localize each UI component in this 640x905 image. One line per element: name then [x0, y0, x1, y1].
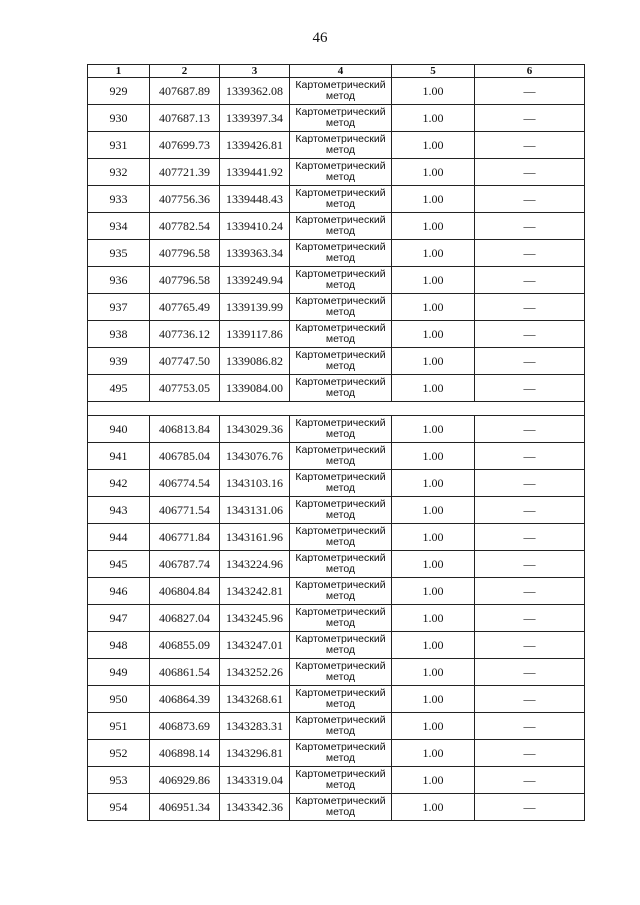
dash-cell: —: [475, 78, 585, 105]
dash-cell: —: [475, 443, 585, 470]
accuracy-cell: 1.00: [392, 551, 475, 578]
table-row: [88, 551, 585, 578]
accuracy-cell: 1.00: [392, 659, 475, 686]
dash-cell: —: [475, 686, 585, 713]
point-number-cell: 945: [88, 551, 150, 578]
x-coordinate-cell: 407747.50: [150, 348, 220, 375]
accuracy-cell: 1.00: [392, 240, 475, 267]
header-col-3: 3: [220, 65, 290, 78]
y-coordinate-cell: 1339410.24: [220, 213, 290, 240]
x-coordinate-cell: 406861.54: [150, 659, 220, 686]
accuracy-cell: 1.00: [392, 348, 475, 375]
point-number-cell: 948: [88, 632, 150, 659]
point-number-cell: 947: [88, 605, 150, 632]
x-coordinate-cell: 407687.89: [150, 78, 220, 105]
method-cell: Картометрический метод: [290, 416, 392, 443]
x-coordinate-cell: 407736.12: [150, 321, 220, 348]
accuracy-cell: 1.00: [392, 321, 475, 348]
accuracy-cell: 1.00: [392, 213, 475, 240]
x-coordinate-cell: 407796.58: [150, 267, 220, 294]
table-row: [88, 497, 585, 524]
table-row: [88, 348, 585, 375]
accuracy-cell: 1.00: [392, 186, 475, 213]
y-coordinate-cell: 1343029.36: [220, 416, 290, 443]
coordinates-table: [87, 64, 585, 821]
header-col-5: 5: [392, 65, 475, 78]
accuracy-cell: 1.00: [392, 578, 475, 605]
y-coordinate-cell: 1343319.04: [220, 767, 290, 794]
method-cell: Картометрический метод: [290, 105, 392, 132]
y-coordinate-cell: 1343131.06: [220, 497, 290, 524]
method-cell: Картометрический метод: [290, 632, 392, 659]
table-row: [88, 213, 585, 240]
table-row: [88, 321, 585, 348]
y-coordinate-cell: 1339362.08: [220, 78, 290, 105]
method-cell: Картометрический метод: [290, 767, 392, 794]
dash-cell: —: [475, 794, 585, 821]
accuracy-cell: 1.00: [392, 443, 475, 470]
y-coordinate-cell: 1343296.81: [220, 740, 290, 767]
point-number-cell: 946: [88, 578, 150, 605]
table-row: [88, 659, 585, 686]
dash-cell: —: [475, 105, 585, 132]
method-cell: Картометрический метод: [290, 294, 392, 321]
point-number-cell: 941: [88, 443, 150, 470]
point-number-cell: 495: [88, 375, 150, 402]
y-coordinate-cell: 1339363.34: [220, 240, 290, 267]
separator-cell: [88, 402, 585, 416]
header-col-4: 4: [290, 65, 392, 78]
y-coordinate-cell: 1339249.94: [220, 267, 290, 294]
dash-cell: —: [475, 740, 585, 767]
dash-cell: —: [475, 470, 585, 497]
table-row: [88, 132, 585, 159]
method-cell: Картометрический метод: [290, 321, 392, 348]
dash-cell: —: [475, 375, 585, 402]
dash-cell: —: [475, 713, 585, 740]
page-number: 46: [312, 30, 328, 46]
point-number-cell: 934: [88, 213, 150, 240]
y-coordinate-cell: 1343247.01: [220, 632, 290, 659]
x-coordinate-cell: 407753.05: [150, 375, 220, 402]
x-coordinate-cell: 406813.84: [150, 416, 220, 443]
method-cell: Картометрический метод: [290, 470, 392, 497]
y-coordinate-cell: 1339448.43: [220, 186, 290, 213]
method-cell: Картометрический метод: [290, 132, 392, 159]
dash-cell: —: [475, 240, 585, 267]
accuracy-cell: 1.00: [392, 632, 475, 659]
point-number-cell: 931: [88, 132, 150, 159]
method-cell: Картометрический метод: [290, 348, 392, 375]
table-row: [88, 578, 585, 605]
table-row: [88, 713, 585, 740]
dash-cell: —: [475, 578, 585, 605]
point-number-cell: 940: [88, 416, 150, 443]
x-coordinate-cell: 406898.14: [150, 740, 220, 767]
point-number-cell: 930: [88, 105, 150, 132]
x-coordinate-cell: 406873.69: [150, 713, 220, 740]
dash-cell: —: [475, 348, 585, 375]
x-coordinate-cell: 407699.73: [150, 132, 220, 159]
method-cell: Картометрический метод: [290, 497, 392, 524]
point-number-cell: 952: [88, 740, 150, 767]
y-coordinate-cell: 1343283.31: [220, 713, 290, 740]
header-col-1: 1: [88, 65, 150, 78]
y-coordinate-cell: 1339426.81: [220, 132, 290, 159]
separator-row: [88, 402, 585, 416]
y-coordinate-cell: 1343076.76: [220, 443, 290, 470]
method-cell: Картометрический метод: [290, 443, 392, 470]
method-cell: Картометрический метод: [290, 213, 392, 240]
table-row: [88, 294, 585, 321]
method-cell: Картометрический метод: [290, 267, 392, 294]
point-number-cell: 936: [88, 267, 150, 294]
y-coordinate-cell: 1343245.96: [220, 605, 290, 632]
table-row: [88, 78, 585, 105]
table-row: [88, 240, 585, 267]
accuracy-cell: 1.00: [392, 686, 475, 713]
method-cell: Картометрический метод: [290, 186, 392, 213]
dash-cell: —: [475, 267, 585, 294]
dash-cell: —: [475, 159, 585, 186]
accuracy-cell: 1.00: [392, 794, 475, 821]
table-row: [88, 267, 585, 294]
dash-cell: —: [475, 551, 585, 578]
table-row: [88, 443, 585, 470]
accuracy-cell: 1.00: [392, 375, 475, 402]
method-cell: Картометрический метод: [290, 659, 392, 686]
method-cell: Картометрический метод: [290, 605, 392, 632]
header-col-2: 2: [150, 65, 220, 78]
method-cell: Картометрический метод: [290, 686, 392, 713]
table-row: [88, 686, 585, 713]
table-row: [88, 470, 585, 497]
x-coordinate-cell: 406951.34: [150, 794, 220, 821]
method-cell: Картометрический метод: [290, 740, 392, 767]
point-number-cell: 949: [88, 659, 150, 686]
x-coordinate-cell: 407756.36: [150, 186, 220, 213]
x-coordinate-cell: 406804.84: [150, 578, 220, 605]
point-number-cell: 933: [88, 186, 150, 213]
dash-cell: —: [475, 132, 585, 159]
method-cell: Картометрический метод: [290, 240, 392, 267]
method-cell: Картометрический метод: [290, 551, 392, 578]
accuracy-cell: 1.00: [392, 105, 475, 132]
method-cell: Картометрический метод: [290, 78, 392, 105]
header-row: [88, 65, 585, 78]
x-coordinate-cell: 406929.86: [150, 767, 220, 794]
header-col-6: 6: [475, 65, 585, 78]
dash-cell: —: [475, 605, 585, 632]
y-coordinate-cell: 1343103.16: [220, 470, 290, 497]
dash-cell: —: [475, 497, 585, 524]
dash-cell: —: [475, 213, 585, 240]
accuracy-cell: 1.00: [392, 78, 475, 105]
point-number-cell: 938: [88, 321, 150, 348]
table-row: [88, 767, 585, 794]
y-coordinate-cell: 1339084.00: [220, 375, 290, 402]
x-coordinate-cell: 406827.04: [150, 605, 220, 632]
y-coordinate-cell: 1343242.81: [220, 578, 290, 605]
dash-cell: —: [475, 416, 585, 443]
dash-cell: —: [475, 321, 585, 348]
method-cell: Картометрический метод: [290, 578, 392, 605]
point-number-cell: 937: [88, 294, 150, 321]
table-row: [88, 740, 585, 767]
y-coordinate-cell: 1343342.36: [220, 794, 290, 821]
y-coordinate-cell: 1343224.96: [220, 551, 290, 578]
table-row: [88, 375, 585, 402]
point-number-cell: 953: [88, 767, 150, 794]
point-number-cell: 944: [88, 524, 150, 551]
x-coordinate-cell: 406864.39: [150, 686, 220, 713]
x-coordinate-cell: 406855.09: [150, 632, 220, 659]
table-row: [88, 524, 585, 551]
method-cell: Картометрический метод: [290, 524, 392, 551]
x-coordinate-cell: 406771.54: [150, 497, 220, 524]
x-coordinate-cell: 407782.54: [150, 213, 220, 240]
accuracy-cell: 1.00: [392, 767, 475, 794]
accuracy-cell: 1.00: [392, 497, 475, 524]
table-body: [88, 78, 585, 821]
dash-cell: —: [475, 294, 585, 321]
dash-cell: —: [475, 524, 585, 551]
accuracy-cell: 1.00: [392, 605, 475, 632]
y-coordinate-cell: 1339086.82: [220, 348, 290, 375]
dash-cell: —: [475, 632, 585, 659]
method-cell: Картометрический метод: [290, 375, 392, 402]
dash-cell: —: [475, 767, 585, 794]
point-number-cell: 951: [88, 713, 150, 740]
method-cell: Картометрический метод: [290, 713, 392, 740]
point-number-cell: 932: [88, 159, 150, 186]
accuracy-cell: 1.00: [392, 470, 475, 497]
dash-cell: —: [475, 186, 585, 213]
accuracy-cell: 1.00: [392, 294, 475, 321]
point-number-cell: 935: [88, 240, 150, 267]
y-coordinate-cell: 1339441.92: [220, 159, 290, 186]
y-coordinate-cell: 1343268.61: [220, 686, 290, 713]
point-number-cell: 939: [88, 348, 150, 375]
point-number-cell: 942: [88, 470, 150, 497]
y-coordinate-cell: 1343161.96: [220, 524, 290, 551]
y-coordinate-cell: 1343252.26: [220, 659, 290, 686]
x-coordinate-cell: 407687.13: [150, 105, 220, 132]
y-coordinate-cell: 1339397.34: [220, 105, 290, 132]
y-coordinate-cell: 1339117.86: [220, 321, 290, 348]
accuracy-cell: 1.00: [392, 132, 475, 159]
table-row: [88, 186, 585, 213]
x-coordinate-cell: 406785.04: [150, 443, 220, 470]
x-coordinate-cell: 407796.58: [150, 240, 220, 267]
point-number-cell: 943: [88, 497, 150, 524]
accuracy-cell: 1.00: [392, 267, 475, 294]
x-coordinate-cell: 406771.84: [150, 524, 220, 551]
method-cell: Картометрический метод: [290, 159, 392, 186]
y-coordinate-cell: 1339139.99: [220, 294, 290, 321]
accuracy-cell: 1.00: [392, 524, 475, 551]
accuracy-cell: 1.00: [392, 159, 475, 186]
x-coordinate-cell: 406774.54: [150, 470, 220, 497]
accuracy-cell: 1.00: [392, 740, 475, 767]
accuracy-cell: 1.00: [392, 416, 475, 443]
table-row: [88, 632, 585, 659]
point-number-cell: 929: [88, 78, 150, 105]
x-coordinate-cell: 407765.49: [150, 294, 220, 321]
method-cell: Картометрический метод: [290, 794, 392, 821]
table-row: [88, 105, 585, 132]
point-number-cell: 950: [88, 686, 150, 713]
dash-cell: —: [475, 659, 585, 686]
point-number-cell: 954: [88, 794, 150, 821]
x-coordinate-cell: 406787.74: [150, 551, 220, 578]
table-row: [88, 794, 585, 821]
table-row: [88, 159, 585, 186]
table-row: [88, 416, 585, 443]
accuracy-cell: 1.00: [392, 713, 475, 740]
table-row: [88, 605, 585, 632]
x-coordinate-cell: 407721.39: [150, 159, 220, 186]
